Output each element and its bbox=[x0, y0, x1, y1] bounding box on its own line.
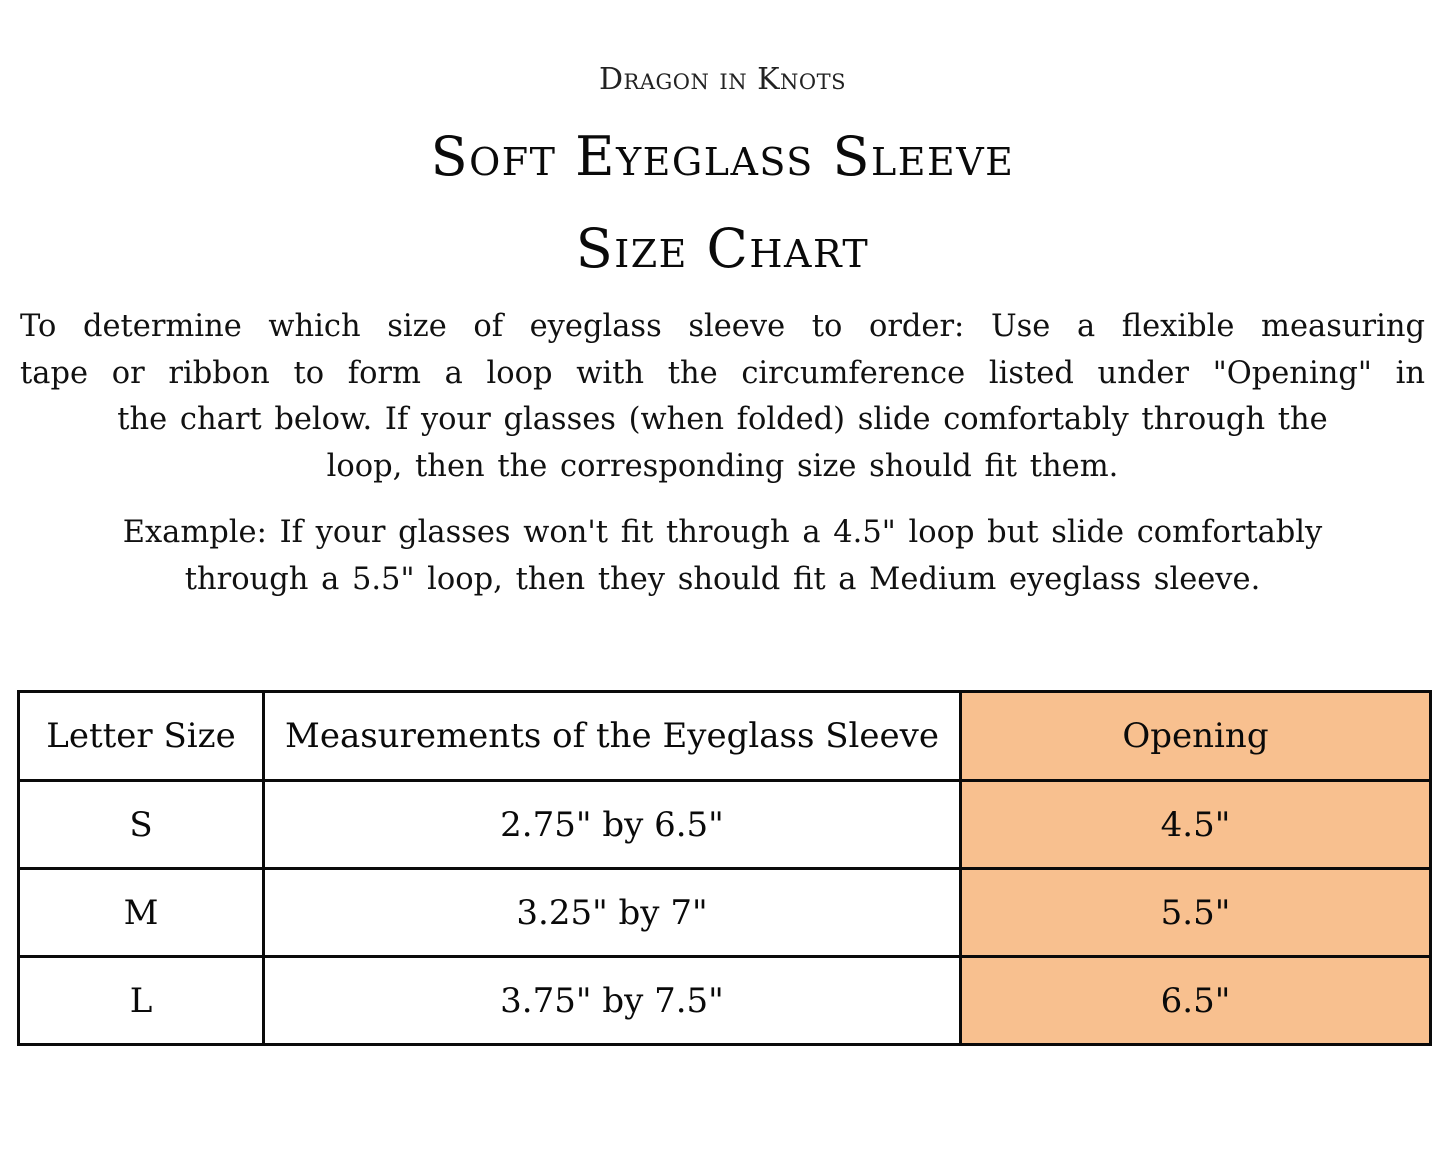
cell-opening: 6.5" bbox=[961, 957, 1431, 1045]
cell-measurements: 3.75" by 7.5" bbox=[264, 957, 961, 1045]
instructions-line: To determine which size of eyeglass sleeve to order: Use a flexible measuring bbox=[20, 309, 1425, 344]
cell-measurements: 2.75" by 6.5" bbox=[264, 781, 961, 869]
table-header-row bbox=[19, 692, 1431, 781]
cell-size: M bbox=[19, 869, 264, 957]
example-line: through a 5.5" loop, then they should fit a Medium eyeglass sleeve. bbox=[184, 561, 1261, 597]
cell-measurements: 3.25" by 7" bbox=[264, 869, 961, 957]
cell-size: S bbox=[19, 781, 264, 869]
instructions-line: tape or ribbon to form a loop with the circumference listed under "Opening" in bbox=[20, 355, 1425, 391]
instructions-paragraph bbox=[20, 304, 1425, 490]
brand-name: Dragon in Knots bbox=[598, 62, 847, 97]
header-measurements: Measurements of the Eyeglass Sleeve bbox=[264, 692, 961, 781]
example-paragraph bbox=[20, 510, 1425, 603]
instructions-line: loop, then the corresponding size should fit them. bbox=[326, 448, 1119, 484]
table-row bbox=[19, 957, 1431, 1045]
cell-size: L bbox=[19, 957, 264, 1045]
header-opening: Opening bbox=[961, 692, 1431, 781]
cell-opening: 4.5" bbox=[961, 781, 1431, 869]
page-title: Soft Eyeglass Sleeve bbox=[430, 125, 1015, 188]
instructions-line: the chart below. If your glasses (when folded) slide comfortably through the bbox=[117, 402, 1328, 437]
cell-opening: 5.5" bbox=[961, 869, 1431, 957]
size-chart-table bbox=[17, 690, 1432, 1046]
table-row bbox=[19, 781, 1431, 869]
table-row bbox=[19, 869, 1431, 957]
header-letter-size: Letter Size bbox=[19, 692, 264, 781]
example-line: Example: If your glasses won't fit through a 4.5" loop but slide comfortably bbox=[122, 515, 1323, 550]
page-subtitle: Size Chart bbox=[575, 217, 870, 280]
